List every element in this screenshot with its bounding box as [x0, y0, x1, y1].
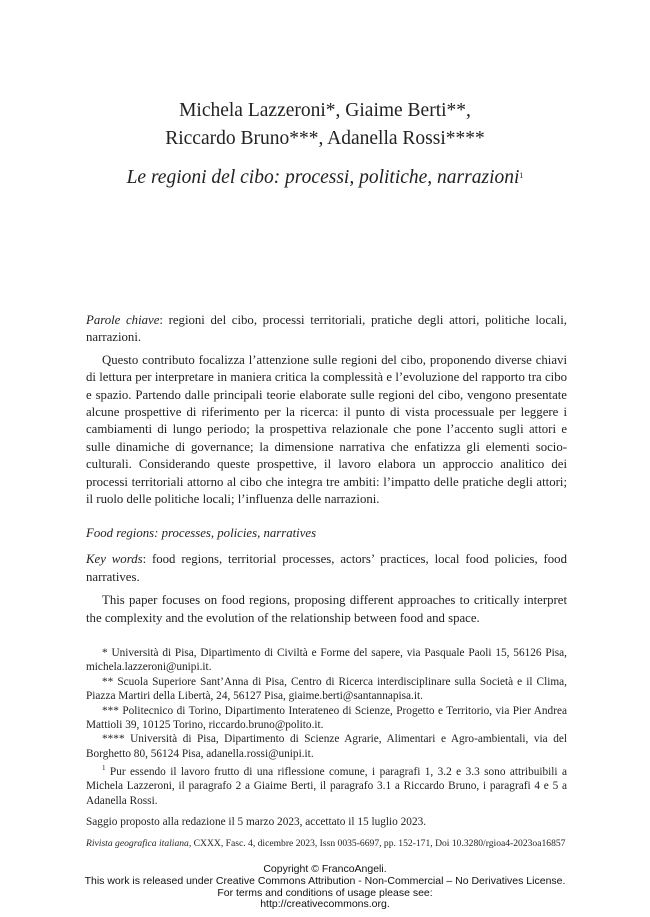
journal-info: , CXXX, Fasc. 4, dicembre 2023, Issn 0035-6697, pp. 152-171, Doi 10.3280/rgioa4-2023oa16857: [188, 838, 566, 849]
submission-note: Saggio proposto alla redazione il 5 marzo 2023, accettato il 15 luglio 2023.: [86, 816, 427, 829]
english-abstract-text: This paper focuses on food regions, proposing different approaches to critically interpret the complexity and the evolution of the relationship between food and space.: [86, 593, 567, 625]
footnotes: [86, 646, 567, 830]
footnote-1-text: Pur essendo il lavoro frutto di una riflessione comune, i paragrafi 1, 3.2 e 3.3 sono attribuibili a Michela Lazzeroni, il paragrafo 2 a Giaime Berti, il paragrafo 3.1 a Riccardo Bruno, i paragrafi 4 e 5 a Adanella Rossi.: [86, 766, 567, 807]
paper-title-text: Le regioni del cibo: processi, politiche, narrazioni: [126, 167, 520, 188]
italian-abstract-text: Questo contributo focalizza l’attenzione sulle regioni del cibo, proponendo diverse chiavi di lettura per interpretare in maniera critica la complessità e l’evoluzione del rapporto tra cibo e spazio. Partendo dalle principali teorie elaborate sulle regioni del cibo, vengono presentate alcune prospettive di riferimento per la ricerca: il punto di vista processuale per leggere i cambiamenti di lungo periodo; la prospettiva relazionale che pone l’accento sugli attori e sulle dinamiche di governance; la dimensione narrativa che enfatizza gli elementi socio-culturali. Considerando queste prospettive, il lavoro elabora un approccio analitico dei processi territoriali attorno al cibo che integra tre ambiti: l’impatto delle pratiche degli attori; il ruolo delle politiche locali; l’influenza delle narrazioni.: [86, 352, 567, 507]
copyright-line-2: This work is released under Creative Commons Attribution - Non-Commercial – No Derivatives License.: [84, 874, 566, 887]
paper-title: [0, 167, 650, 189]
authors: [0, 97, 650, 153]
copyright-line-1: Copyright © FrancoAngeli.: [263, 863, 387, 875]
copyright-notice: [0, 864, 650, 911]
english-keywords-text: : food regions, territorial processes, actors’ practices, local food policies, food narratives.: [86, 552, 567, 584]
english-keywords-label: Key words: [86, 552, 143, 567]
footnote-1-mark: 1: [102, 764, 106, 773]
title-footnote-mark: 1: [519, 171, 524, 180]
journal-name: Rivista geografica italiana: [86, 838, 189, 849]
copyright-link[interactable]: http://creativecommons.org.: [260, 898, 390, 911]
italian-keywords: [86, 312, 567, 347]
authors-line-2: Riccardo Bruno***, Adanella Rossi****: [165, 128, 485, 149]
italian-keywords-text: : regioni del cibo, processi territoriali, pratiche degli attori, politiche locali, narrazioni.: [86, 313, 567, 345]
footnote-author-1: * Università di Pisa, Dipartimento di Civiltà e Forme del sapere, via Pasquale Paoli 15, 56126 Pisa, michela.lazzeroni@unipi.it.: [86, 647, 567, 674]
copyright-line-3: For terms and conditions of usage please see:: [217, 886, 433, 899]
authors-line-1: Michela Lazzeroni*, Giaime Berti**,: [179, 100, 471, 121]
italian-abstract: [86, 312, 567, 508]
english-keywords: [86, 551, 567, 586]
english-title: Food regions: processes, policies, narratives: [86, 526, 317, 540]
footnote-1: [86, 761, 567, 808]
footnote-author-4: **** Università di Pisa, Dipartimento di Scienze Agrarie, Alimentari e Agro-ambientali, via del Borghetto 80, 56124 Pisa, adanella.rossi@unipi.it.: [86, 733, 567, 760]
journal-reference: [86, 838, 567, 849]
footnote-author-3: *** Politecnico di Torino, Dipartimento Interateneo di Scienze, Progetto e Territorio, via Pier Andrea Mattioli 39, 10125 Torino, riccardo.bruno@polito.it.: [86, 704, 567, 732]
italian-keywords-label: Parole chiave: [86, 313, 160, 327]
english-abstract: [86, 525, 567, 627]
footnote-author-2: ** Scuola Superiore Sant’Anna di Pisa, Centro di Ricerca interdisciplinare sulla Società e il Clima, Piazza Martiri della Libertà, 24, 56127 Pisa, giaime.berti@santannapisa.it.: [86, 675, 567, 703]
